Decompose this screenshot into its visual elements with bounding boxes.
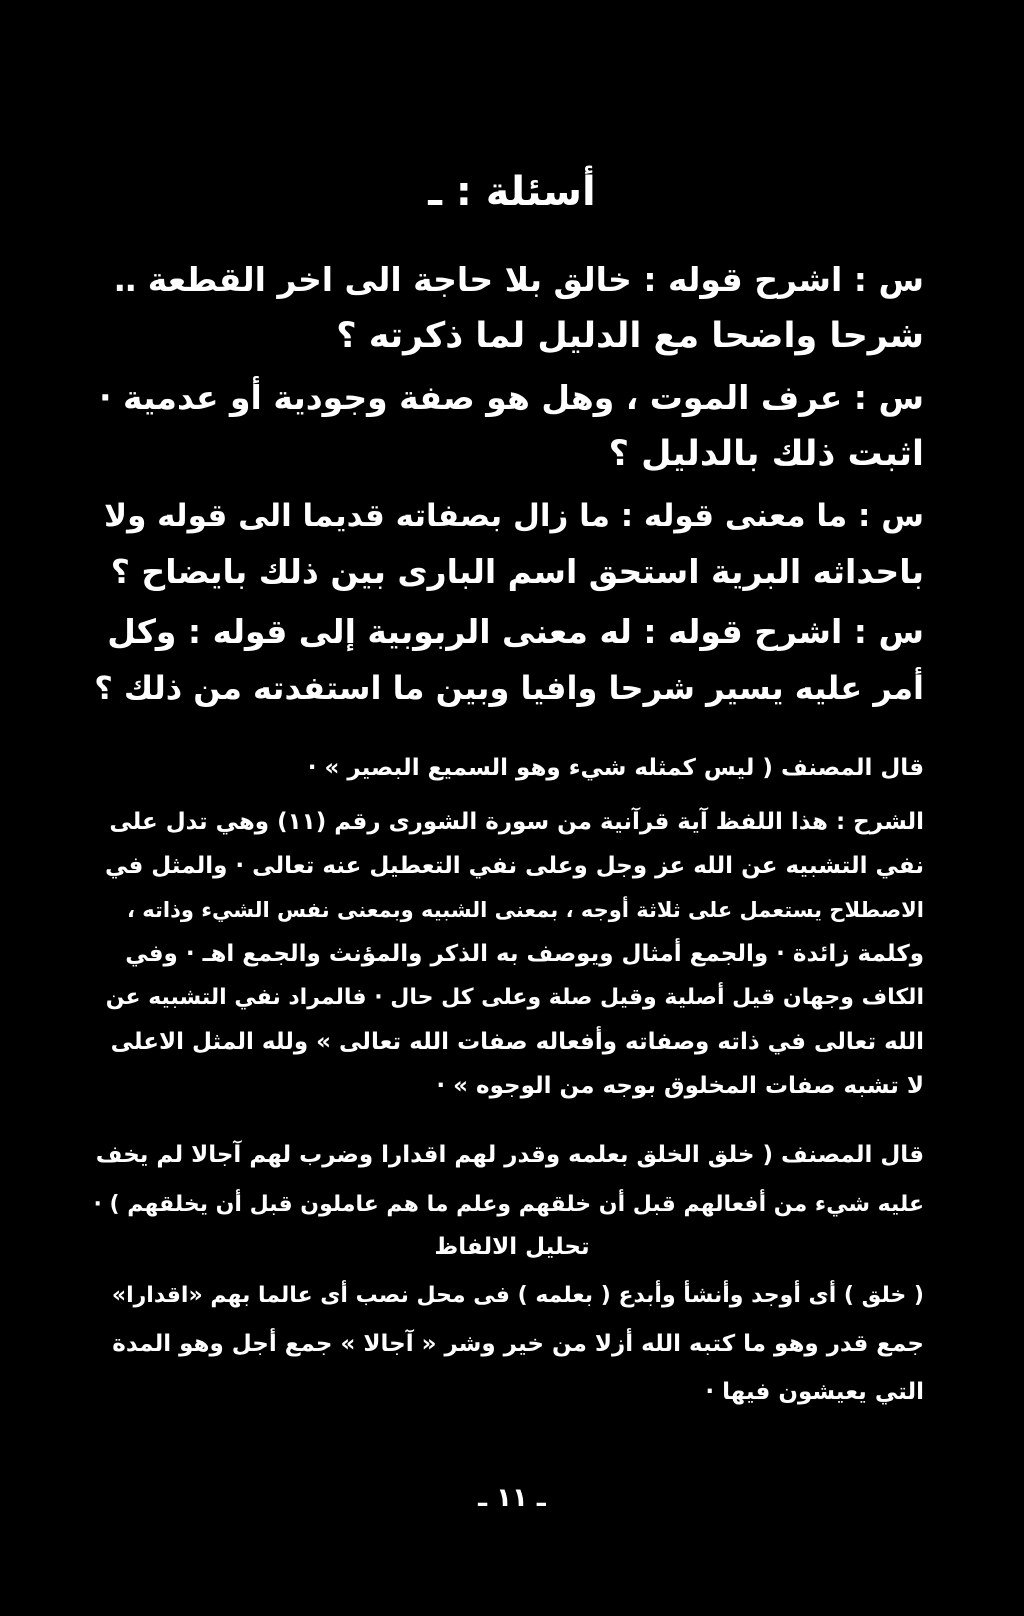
question-3	[94, 488, 924, 600]
commentary-line-3: الاصطلاح يستعمل على ثلاثة أوجه ، بمعنى الشبيه وبمعنى نفس الشيء وذاته ،	[126, 898, 924, 922]
author-quote-1-line: قال المصنف ( ليس كمثله شيء وهو السميع البصير » ·	[307, 755, 924, 781]
author-quote-1	[94, 744, 924, 792]
analysis-subheading: تحليل الالفاظ	[434, 1234, 590, 1260]
commentary-line-5: الكاف وجهان قيل أصلية وقيل صلة وعلى كل حال · فالمراد نفي التشبيه عن	[105, 985, 924, 1010]
commentary-line-7: لا تشبه صفات المخلوق بوجه من الوجوه » ·	[436, 1073, 924, 1099]
commentary-line-4: وكلمة زائدة · والجمع أمثال ويوصف به الذكر والمؤنث والجمع اهـ · وفي	[125, 941, 924, 967]
commentary-line-6: الله تعالى في ذاته وصفاته وأفعاله صفات الله تعالى » ولله المثل الاعلى	[110, 1029, 924, 1055]
question-4-line-2: أمر عليه يسير شرحا وافيا وبين ما استفدته من ذلك ؟	[94, 669, 924, 707]
question-1	[94, 252, 924, 364]
question-2	[94, 370, 924, 482]
commentary-line-2: نفي التشبيه عن الله عز وجل وعلى نفي التعطيل عنه تعالى · والمثل في	[104, 853, 924, 879]
analysis-line-3: التي يعيشون فيها ·	[705, 1379, 924, 1405]
section-heading: أسئلة : ـ	[428, 169, 596, 215]
question-3-line-1: س : ما معنى قوله : ما زال بصفاته قديما الى قوله ولا	[103, 498, 924, 534]
question-2-line-1: س : عرف الموت ، وهل هو صفة وجودية أو عدمية ·	[99, 378, 924, 417]
question-4	[94, 604, 924, 716]
analysis-line-2: جمع قدر وهو ما كتبه الله أزلا من خير وشر « آجالا » جمع أجل وهو المدة	[112, 1331, 924, 1357]
question-1-line-2: شرحا واضحا مع الدليل لما ذكرته ؟	[336, 316, 924, 356]
commentary-paragraph	[94, 800, 924, 1108]
author-quote-2	[94, 1130, 924, 1230]
question-3-line-2: باحداثه البرية استحق اسم البارى بين ذلك بايضاح ؟	[110, 552, 924, 591]
analysis-paragraph	[94, 1272, 924, 1416]
page-number: ـ ١١ ـ	[478, 1483, 546, 1513]
question-2-line-2: اثبت ذلك بالدليل ؟	[608, 434, 924, 474]
commentary-line-1: الشرح : هذا اللفظ آية قرآنية من سورة الشورى رقم (١١) وهي تدل على	[109, 809, 924, 835]
author-quote-2-line-1: قال المصنف ( خلق الخلق بعلمه وقدر لهم اقدارا وضرب لهم آجالا لم يخف	[95, 1142, 924, 1168]
author-quote-2-line-2: عليه شيء من أفعالهم قبل أن خلقهم وعلم ما هم عاملون قبل أن يخلقهم ) ·	[93, 1192, 924, 1217]
question-1-line-1: س : اشرح قوله : خالق بلا حاجة الى اخر القطعة ‥	[114, 260, 924, 299]
analysis-line-1: ( خلق ) أى أوجد وأنشأ وأبدع ( بعلمه ) فى محل نصب أى عالما بهم «اقدارا»	[111, 1283, 924, 1308]
question-4-line-1: س : اشرح قوله : له معنى الربوبية إلى قوله : وكل	[107, 612, 924, 651]
